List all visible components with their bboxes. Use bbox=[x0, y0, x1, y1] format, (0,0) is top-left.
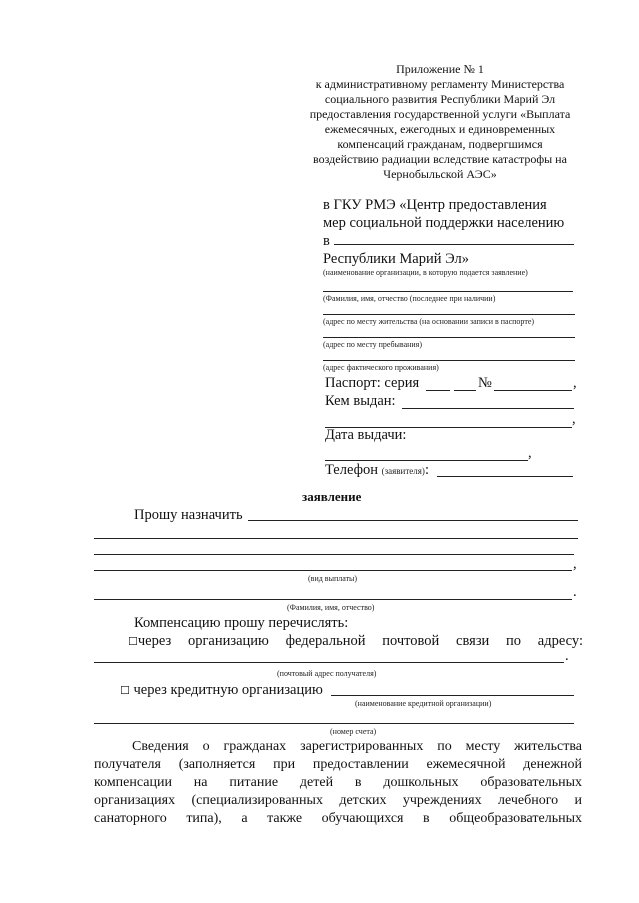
fio-field[interactable] bbox=[94, 599, 572, 600]
post-checkbox[interactable]: ☐ bbox=[128, 635, 138, 648]
passport-number-field[interactable] bbox=[494, 390, 572, 391]
org-field-line[interactable] bbox=[334, 244, 574, 245]
info-line: компенсации на питание детей в дошкольных образовательных bbox=[94, 775, 582, 790]
annex-line: предоставления государственной услуги «Выплата bbox=[309, 107, 571, 121]
comma: , bbox=[573, 375, 577, 391]
annex-line: Чернобыльской АЭС» bbox=[383, 167, 497, 181]
actual-address-field-line[interactable] bbox=[323, 360, 575, 361]
post-address-field[interactable] bbox=[94, 662, 564, 663]
request-field[interactable] bbox=[248, 520, 578, 521]
issue-date-label: Дата выдачи: bbox=[325, 427, 407, 443]
annex-header bbox=[290, 62, 590, 182]
option-post-text: через организацию федеральной почтовой связи по адресу: bbox=[137, 633, 583, 649]
request-field-3[interactable] bbox=[94, 554, 574, 555]
hint-bank-name: (наименование кредитной организации) bbox=[355, 699, 492, 708]
annex-line: компенсаций гражданам, подвергшимся bbox=[337, 137, 543, 151]
issue-date-field[interactable] bbox=[325, 460, 528, 461]
hint-actual-address: (адрес фактического проживания) bbox=[323, 363, 439, 372]
request-label: Прошу назначить bbox=[134, 507, 243, 523]
addressee-line-2: мер социальной поддержки населению bbox=[323, 215, 565, 231]
hint-stay-address: (адрес по месту пребывания) bbox=[323, 340, 423, 349]
hint-payment-type: (вид выплаты) bbox=[308, 574, 358, 583]
hint-account: (номер счета) bbox=[330, 727, 377, 736]
comma: , bbox=[573, 556, 577, 572]
info-line: Сведения о гражданах зарегистрированных по месту жительства bbox=[132, 739, 582, 754]
annex-line: воздействию радиации вследствие катастрофы на bbox=[313, 152, 567, 166]
period: . bbox=[565, 648, 569, 664]
phone-label-text: Телефон bbox=[325, 462, 378, 478]
hint-post-address: (почтовый адрес получателя) bbox=[277, 669, 377, 678]
addressee-line-1: в ГКУ РМЭ «Центр предоставления bbox=[323, 197, 547, 213]
request-field-4[interactable] bbox=[94, 570, 572, 571]
info-line: организациях (специализированных детских учреждениях лечебного и bbox=[94, 793, 582, 808]
info-line: санаторного типа), а также обучающихся в общеобразовательных bbox=[94, 811, 582, 826]
bank-name-field[interactable] bbox=[331, 695, 574, 696]
account-field[interactable] bbox=[94, 723, 574, 724]
info-paragraph bbox=[94, 738, 582, 828]
passport-series-field-1[interactable] bbox=[426, 390, 450, 391]
phone-label bbox=[325, 462, 429, 479]
reg-address-field-line[interactable] bbox=[323, 314, 575, 315]
passport-label: Паспорт: серия bbox=[325, 375, 420, 391]
option-post bbox=[128, 633, 583, 650]
transfer-label: Компенсацию прошу перечислять: bbox=[134, 615, 349, 631]
annex-line: к административному регламенту Министерства bbox=[315, 77, 565, 91]
stay-address-field-line[interactable] bbox=[323, 337, 575, 338]
option-bank bbox=[120, 682, 323, 699]
phone-hint: (заявителя) bbox=[381, 466, 425, 476]
passport-series-field-2[interactable] bbox=[454, 390, 476, 391]
comma: , bbox=[572, 411, 576, 427]
addressee-line-4: Республики Марий Эл» bbox=[323, 251, 469, 267]
bank-checkbox[interactable]: ☐ bbox=[120, 684, 130, 697]
hint-fio: (Фамилия, имя, отчество) bbox=[287, 603, 375, 612]
hint-reg-address: (адрес по месту жительства (на основании записи в паспорте) bbox=[323, 317, 535, 326]
request-field-2[interactable] bbox=[94, 538, 578, 539]
hint-name: (Фамилия, имя, отчество (последнее при наличии) bbox=[323, 294, 496, 303]
info-line: получателя (заполняется при предоставлении ежемесячной денежной bbox=[94, 757, 582, 772]
phone-colon: : bbox=[424, 462, 429, 478]
passport-number-label: № bbox=[478, 375, 492, 391]
annex-line: социального развития Республики Марий Эл bbox=[324, 92, 556, 106]
annex-title: Приложение № 1 bbox=[396, 62, 484, 76]
phone-field[interactable] bbox=[437, 476, 573, 477]
hint-org: (наименование организации, в которую подается заявление) bbox=[323, 268, 528, 277]
annex-line: ежемесячных, ежегодных и единовременных bbox=[324, 122, 556, 136]
issued-by-label: Кем выдан: bbox=[325, 393, 396, 409]
period: . bbox=[573, 584, 577, 600]
document-heading: заявление bbox=[302, 489, 362, 504]
addressee-prefix: в bbox=[323, 233, 330, 249]
option-bank-text: через кредитную организацию bbox=[133, 682, 323, 698]
name-field-line[interactable] bbox=[323, 291, 573, 292]
comma: , bbox=[528, 445, 532, 461]
issued-by-field[interactable] bbox=[402, 408, 574, 409]
